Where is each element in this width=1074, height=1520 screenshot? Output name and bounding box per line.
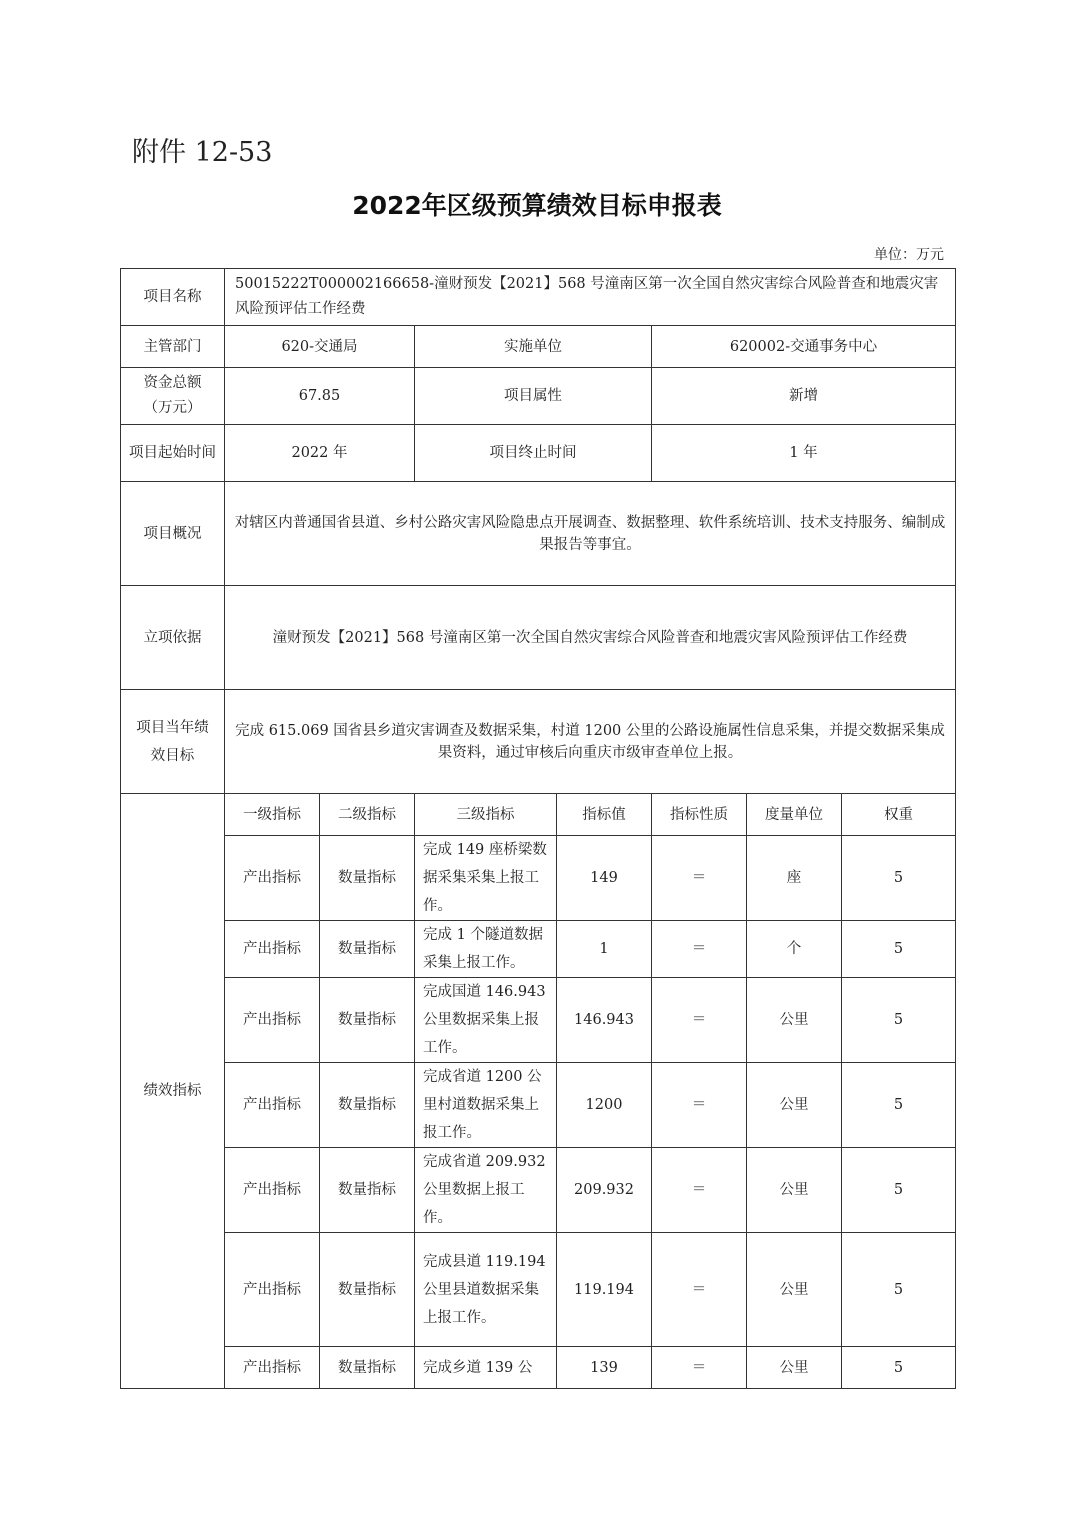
weight-cell: 5 [842,921,956,978]
unit-cell: 公里 [747,1347,842,1389]
nature-cell: ＝ [652,978,747,1063]
budget-table [120,268,956,1389]
attr-value: 新增 [652,368,956,425]
unit-cell: 公里 [747,1233,842,1347]
level3-cell: 完成省道 1200 公里村道数据采集上报工作。 [415,1063,557,1148]
value-cell: 209.932 [557,1148,652,1233]
level2-cell: 数量指标 [320,978,415,1063]
start-value: 2022 年 [225,425,415,482]
project-name-label: 项目名称 [121,269,225,326]
goal-label: 项目当年绩效目标 [121,690,225,794]
header-level1: 一级指标 [225,794,320,836]
indicator-header-row [121,794,956,836]
level3-cell: 完成县道 119.194 公里县道数据采集上报工作。 [415,1233,557,1347]
perf-label: 绩效指标 [121,794,225,1389]
level2-cell: 数量指标 [320,1347,415,1389]
attachment-label: 附件 12-53 [132,137,273,168]
table-row [121,1233,956,1347]
header-level3: 三级指标 [415,794,557,836]
impl-label: 实施单位 [415,326,652,368]
level3-cell: 完成 149 座桥梁数据采集采集上报工作。 [415,836,557,921]
row-goal [121,690,956,794]
weight-cell: 5 [842,836,956,921]
value-cell: 119.194 [557,1233,652,1347]
row-overview [121,482,956,586]
value-cell: 1200 [557,1063,652,1148]
nature-cell: ＝ [652,921,747,978]
attr-label: 项目属性 [415,368,652,425]
end-value: 1 年 [652,425,956,482]
nature-cell: ＝ [652,836,747,921]
level2-cell: 数量指标 [320,1233,415,1347]
nature-cell: ＝ [652,1233,747,1347]
overview-label: 项目概况 [121,482,225,586]
goal-value: 完成 615.069 国省县乡道灾害调查及数据采集，村道 1200 公里的公路设施属性信息采集，并提交数据采集成果资料，通过审核后向重庆市级审查单位上报。 [225,690,956,794]
level3-cell: 完成乡道 139 公 [415,1347,557,1389]
level1-cell: 产出指标 [225,1233,320,1347]
project-name-value: 50015222T000002166658-潼财预发【2021】568 号潼南区第一次全国自然灾害综合风险普查和地震灾害风险预评估工作经费 [225,269,956,326]
header-value: 指标值 [557,794,652,836]
level3-cell: 完成国道 146.943 公里数据采集上报工作。 [415,978,557,1063]
value-cell: 146.943 [557,978,652,1063]
weight-cell: 5 [842,1233,956,1347]
unit-cell: 公里 [747,978,842,1063]
start-label: 项目起始时间 [121,425,225,482]
row-time [121,425,956,482]
header-level2: 二级指标 [320,794,415,836]
value-cell: 149 [557,836,652,921]
nature-cell: ＝ [652,1063,747,1148]
level1-cell: 产出指标 [225,978,320,1063]
header-weight: 权重 [842,794,956,836]
unit-cell: 座 [747,836,842,921]
header-nature: 指标性质 [652,794,747,836]
table-row [121,1063,956,1148]
unit-cell: 个 [747,921,842,978]
value-cell: 139 [557,1347,652,1389]
fund-value: 67.85 [225,368,415,425]
table-row [121,1148,956,1233]
table-row [121,1347,956,1389]
value-cell: 1 [557,921,652,978]
level1-cell: 产出指标 [225,1148,320,1233]
level2-cell: 数量指标 [320,921,415,978]
weight-cell: 5 [842,1347,956,1389]
row-project-name [121,269,956,326]
level1-cell: 产出指标 [225,836,320,921]
level3-cell: 完成省道 209.932 公里数据上报工作。 [415,1148,557,1233]
weight-cell: 5 [842,1063,956,1148]
row-dept [121,326,956,368]
overview-value: 对辖区内普通国省县道、乡村公路灾害风险隐患点开展调查、数据整理、软件系统培训、技术支持服务、编制成果报告等事宜。 [225,482,956,586]
unit-cell: 公里 [747,1063,842,1148]
row-basis [121,586,956,690]
dept-label: 主管部门 [121,326,225,368]
level1-cell: 产出指标 [225,1347,320,1389]
table-row [121,921,956,978]
dept-value: 620-交通局 [225,326,415,368]
impl-value: 620002-交通事务中心 [652,326,956,368]
level1-cell: 产出指标 [225,921,320,978]
weight-cell: 5 [842,1148,956,1233]
table-row [121,978,956,1063]
basis-label: 立项依据 [121,586,225,690]
unit-cell: 公里 [747,1148,842,1233]
level2-cell: 数量指标 [320,1063,415,1148]
level2-cell: 数量指标 [320,836,415,921]
page-title: 2022年区级预算绩效目标申报表 [352,191,722,220]
basis-value: 潼财预发【2021】568 号潼南区第一次全国自然灾害综合风险普查和地震灾害风险预评估工作经费 [225,586,956,690]
unit-label: 单位：万元 [874,247,944,263]
end-label: 项目终止时间 [415,425,652,482]
nature-cell: ＝ [652,1347,747,1389]
row-fund [121,368,956,425]
table-row [121,836,956,921]
header-unit: 度量单位 [747,794,842,836]
level2-cell: 数量指标 [320,1148,415,1233]
nature-cell: ＝ [652,1148,747,1233]
level3-cell: 完成 1 个隧道数据采集上报工作。 [415,921,557,978]
weight-cell: 5 [842,978,956,1063]
level1-cell: 产出指标 [225,1063,320,1148]
fund-label: 资金总额（万元） [121,368,225,425]
